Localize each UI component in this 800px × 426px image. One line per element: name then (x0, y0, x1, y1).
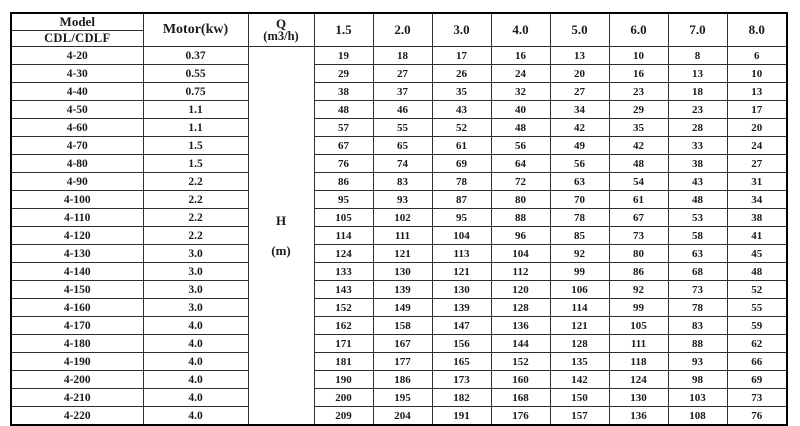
head-value-cell: 78 (668, 299, 727, 317)
head-value-cell: 27 (550, 83, 609, 101)
model-cell: 4-80 (11, 155, 143, 173)
head-value-cell: 130 (432, 281, 491, 299)
table-row (11, 227, 787, 245)
head-value-cell: 23 (668, 101, 727, 119)
head-value-cell: 17 (432, 47, 491, 65)
head-value-cell: 87 (432, 191, 491, 209)
motor-kw-cell: 3.0 (143, 281, 248, 299)
table-row (11, 65, 787, 83)
head-value-cell: 27 (727, 155, 787, 173)
head-value-cell: 38 (668, 155, 727, 173)
head-unit: (m) (271, 242, 291, 258)
motor-kw-cell: 1.1 (143, 119, 248, 137)
motor-kw-cell: 4.0 (143, 407, 248, 426)
head-value-cell: 86 (314, 173, 373, 191)
head-value-cell: 68 (668, 263, 727, 281)
head-value-cell: 63 (550, 173, 609, 191)
head-value-cell: 98 (668, 371, 727, 389)
head-value-cell: 49 (550, 137, 609, 155)
head-value-cell: 13 (668, 65, 727, 83)
head-value-cell: 130 (373, 263, 432, 281)
table-row (11, 101, 787, 119)
head-value-cell: 150 (550, 389, 609, 407)
head-value-cell: 124 (609, 371, 668, 389)
model-series-header: CDL/CDLF (11, 31, 143, 47)
model-cell: 4-110 (11, 209, 143, 227)
table-row (11, 335, 787, 353)
head-value-cell: 103 (668, 389, 727, 407)
head-value-cell: 186 (373, 371, 432, 389)
flow-unit: (m3/h) (263, 29, 299, 44)
head-value-cell: 114 (550, 299, 609, 317)
table-row (11, 371, 787, 389)
head-value-cell: 111 (373, 227, 432, 245)
model-cell: 4-190 (11, 353, 143, 371)
head-value-cell: 160 (491, 371, 550, 389)
head-value-cell: 32 (491, 83, 550, 101)
head-value-cell: 35 (609, 119, 668, 137)
head-value-cell: 45 (727, 245, 787, 263)
model-cell: 4-100 (11, 191, 143, 209)
head-value-cell: 6 (727, 47, 787, 65)
head-value-cell: 16 (491, 47, 550, 65)
model-cell: 4-220 (11, 407, 143, 426)
model-cell: 4-40 (11, 83, 143, 101)
head-value-cell: 130 (609, 389, 668, 407)
motor-kw-cell: 2.2 (143, 227, 248, 245)
head-value-cell: 53 (668, 209, 727, 227)
head-value-cell: 52 (727, 281, 787, 299)
head-value-cell: 19 (314, 47, 373, 65)
model-cell: 4-210 (11, 389, 143, 407)
head-value-cell: 124 (314, 245, 373, 263)
table-row (11, 137, 787, 155)
head-value-cell: 13 (550, 47, 609, 65)
head-value-cell: 42 (550, 119, 609, 137)
head-value-cell: 56 (491, 137, 550, 155)
head-value-cell: 66 (727, 353, 787, 371)
head-value-cell: 83 (668, 317, 727, 335)
head-value-cell: 102 (373, 209, 432, 227)
head-value-cell: 190 (314, 371, 373, 389)
table-row (11, 245, 787, 263)
flow-value-header: 3.0 (432, 13, 491, 47)
head-value-cell: 20 (727, 119, 787, 137)
head-value-cell: 96 (491, 227, 550, 245)
head-value-cell: 139 (432, 299, 491, 317)
head-value-cell: 24 (491, 65, 550, 83)
head-value-cell: 29 (609, 101, 668, 119)
flow-value-header: 4.0 (491, 13, 550, 47)
head-value-cell: 28 (668, 119, 727, 137)
head-value-cell: 70 (550, 191, 609, 209)
head-value-cell: 143 (314, 281, 373, 299)
head-value-cell: 104 (432, 227, 491, 245)
head-value-cell: 26 (432, 65, 491, 83)
table-body (11, 47, 787, 426)
head-value-cell: 56 (550, 155, 609, 173)
head-value-cell: 99 (609, 299, 668, 317)
head-value-cell: 23 (609, 83, 668, 101)
motor-kw-cell: 3.0 (143, 299, 248, 317)
head-value-cell: 95 (432, 209, 491, 227)
head-value-cell: 67 (314, 137, 373, 155)
flow-value-header: 6.0 (609, 13, 668, 47)
head-value-cell: 181 (314, 353, 373, 371)
head-value-cell: 76 (727, 407, 787, 426)
head-value-cell: 209 (314, 407, 373, 426)
motor-kw-cell: 4.0 (143, 353, 248, 371)
head-value-cell: 73 (668, 281, 727, 299)
head-value-cell: 80 (609, 245, 668, 263)
head-value-cell: 78 (432, 173, 491, 191)
head-value-cell: 191 (432, 407, 491, 426)
model-cell: 4-150 (11, 281, 143, 299)
motor-kw-cell: 3.0 (143, 263, 248, 281)
head-value-cell: 18 (668, 83, 727, 101)
flow-column-header (248, 13, 314, 47)
model-cell: 4-130 (11, 245, 143, 263)
model-cell: 4-90 (11, 173, 143, 191)
head-value-cell: 85 (550, 227, 609, 245)
model-cell: 4-180 (11, 335, 143, 353)
head-value-cell: 121 (373, 245, 432, 263)
head-value-cell: 152 (314, 299, 373, 317)
head-value-cell: 55 (727, 299, 787, 317)
head-value-cell: 55 (373, 119, 432, 137)
head-value-cell: 78 (550, 209, 609, 227)
head-value-cell: 105 (609, 317, 668, 335)
motor-kw-cell: 1.5 (143, 137, 248, 155)
head-value-cell: 152 (491, 353, 550, 371)
head-value-cell: 135 (550, 353, 609, 371)
head-value-cell: 35 (432, 83, 491, 101)
head-value-cell: 48 (314, 101, 373, 119)
motor-kw-cell: 1.5 (143, 155, 248, 173)
flow-value-header: 7.0 (668, 13, 727, 47)
head-value-cell: 108 (668, 407, 727, 426)
head-value-cell: 54 (609, 173, 668, 191)
head-value-cell: 61 (432, 137, 491, 155)
pump-spec-table (10, 12, 788, 426)
head-value-cell: 41 (727, 227, 787, 245)
head-value-cell: 48 (491, 119, 550, 137)
table-row (11, 389, 787, 407)
table-row (11, 209, 787, 227)
table-header (11, 13, 787, 47)
head-value-cell: 38 (727, 209, 787, 227)
head-value-cell: 88 (491, 209, 550, 227)
head-value-cell: 195 (373, 389, 432, 407)
head-value-cell: 57 (314, 119, 373, 137)
table-row (11, 119, 787, 137)
head-value-cell: 43 (432, 101, 491, 119)
motor-kw-cell: 1.1 (143, 101, 248, 119)
head-column-cell (248, 47, 314, 426)
head-value-cell: 176 (491, 407, 550, 426)
head-value-cell: 182 (432, 389, 491, 407)
head-value-cell: 204 (373, 407, 432, 426)
head-value-cell: 128 (491, 299, 550, 317)
head-value-cell: 18 (373, 47, 432, 65)
head-value-cell: 149 (373, 299, 432, 317)
head-value-cell: 65 (373, 137, 432, 155)
model-cell: 4-30 (11, 65, 143, 83)
head-value-cell: 34 (550, 101, 609, 119)
head-value-cell: 112 (491, 263, 550, 281)
head-value-cell: 142 (550, 371, 609, 389)
head-value-cell: 13 (727, 83, 787, 101)
table-row (11, 407, 787, 426)
table-row (11, 281, 787, 299)
flow-value-header: 2.0 (373, 13, 432, 47)
head-value-cell: 37 (373, 83, 432, 101)
head-value-cell: 69 (432, 155, 491, 173)
head-value-cell: 29 (314, 65, 373, 83)
head-value-cell: 162 (314, 317, 373, 335)
head-value-cell: 17 (727, 101, 787, 119)
head-value-cell: 147 (432, 317, 491, 335)
head-value-cell: 24 (727, 137, 787, 155)
flow-value-header: 1.5 (314, 13, 373, 47)
flow-value-header: 5.0 (550, 13, 609, 47)
head-value-cell: 92 (550, 245, 609, 263)
head-value-cell: 88 (668, 335, 727, 353)
head-value-cell: 69 (727, 371, 787, 389)
motor-kw-cell: 2.2 (143, 209, 248, 227)
head-value-cell: 83 (373, 173, 432, 191)
head-value-cell: 99 (550, 263, 609, 281)
head-value-cell: 43 (668, 173, 727, 191)
head-value-cell: 133 (314, 263, 373, 281)
head-value-cell: 106 (550, 281, 609, 299)
model-cell: 4-70 (11, 137, 143, 155)
head-value-cell: 128 (550, 335, 609, 353)
head-value-cell: 92 (609, 281, 668, 299)
head-value-cell: 104 (491, 245, 550, 263)
motor-kw-cell: 4.0 (143, 371, 248, 389)
head-value-cell: 10 (609, 47, 668, 65)
head-value-cell: 59 (727, 317, 787, 335)
head-value-cell: 114 (314, 227, 373, 245)
head-value-cell: 34 (727, 191, 787, 209)
head-value-cell: 48 (727, 263, 787, 281)
head-value-cell: 76 (314, 155, 373, 173)
model-cell: 4-170 (11, 317, 143, 335)
motor-kw-cell: 4.0 (143, 389, 248, 407)
model-column-header: Model (11, 13, 143, 31)
head-value-cell: 73 (727, 389, 787, 407)
motor-kw-cell: 3.0 (143, 245, 248, 263)
head-value-cell: 111 (609, 335, 668, 353)
head-value-cell: 40 (491, 101, 550, 119)
motor-kw-cell: 2.2 (143, 173, 248, 191)
head-value-cell: 167 (373, 335, 432, 353)
head-value-cell: 48 (609, 155, 668, 173)
motor-kw-cell: 4.0 (143, 335, 248, 353)
table-row (11, 173, 787, 191)
head-value-cell: 171 (314, 335, 373, 353)
table-row (11, 191, 787, 209)
head-value-cell: 20 (550, 65, 609, 83)
head-value-cell: 177 (373, 353, 432, 371)
head-value-cell: 157 (550, 407, 609, 426)
model-cell: 4-20 (11, 47, 143, 65)
head-value-cell: 200 (314, 389, 373, 407)
flow-value-header: 8.0 (727, 13, 787, 47)
head-value-cell: 121 (550, 317, 609, 335)
head-value-cell: 61 (609, 191, 668, 209)
model-cell: 4-140 (11, 263, 143, 281)
head-value-cell: 48 (668, 191, 727, 209)
head-value-cell: 67 (609, 209, 668, 227)
head-value-cell: 93 (668, 353, 727, 371)
motor-kw-cell: 0.75 (143, 83, 248, 101)
table-row (11, 155, 787, 173)
head-value-cell: 16 (609, 65, 668, 83)
head-value-cell: 105 (314, 209, 373, 227)
head-value-cell: 73 (609, 227, 668, 245)
motor-kw-cell: 0.37 (143, 47, 248, 65)
head-value-cell: 33 (668, 137, 727, 155)
head-value-cell: 136 (491, 317, 550, 335)
table-row (11, 47, 787, 65)
head-value-cell: 158 (373, 317, 432, 335)
head-value-cell: 113 (432, 245, 491, 263)
flow-symbol: Q (275, 15, 287, 31)
head-value-cell: 93 (373, 191, 432, 209)
table-row (11, 317, 787, 335)
head-value-cell: 144 (491, 335, 550, 353)
model-cell: 4-200 (11, 371, 143, 389)
model-cell: 4-60 (11, 119, 143, 137)
head-symbol: H (275, 212, 287, 228)
head-value-cell: 10 (727, 65, 787, 83)
head-value-cell: 136 (609, 407, 668, 426)
motor-column-header: Motor(kw) (143, 13, 248, 47)
head-value-cell: 38 (314, 83, 373, 101)
model-cell: 4-50 (11, 101, 143, 119)
table-row (11, 263, 787, 281)
model-cell: 4-160 (11, 299, 143, 317)
head-value-cell: 31 (727, 173, 787, 191)
head-value-cell: 156 (432, 335, 491, 353)
motor-kw-cell: 4.0 (143, 317, 248, 335)
head-value-cell: 80 (491, 191, 550, 209)
head-value-cell: 118 (609, 353, 668, 371)
head-value-cell: 120 (491, 281, 550, 299)
head-value-cell: 27 (373, 65, 432, 83)
head-value-cell: 52 (432, 119, 491, 137)
motor-kw-cell: 0.55 (143, 65, 248, 83)
table-row (11, 353, 787, 371)
head-value-cell: 72 (491, 173, 550, 191)
head-value-cell: 64 (491, 155, 550, 173)
head-value-cell: 121 (432, 263, 491, 281)
head-value-cell: 168 (491, 389, 550, 407)
motor-kw-cell: 2.2 (143, 191, 248, 209)
head-value-cell: 42 (609, 137, 668, 155)
head-value-cell: 8 (668, 47, 727, 65)
table-row (11, 299, 787, 317)
head-value-cell: 86 (609, 263, 668, 281)
head-value-cell: 95 (314, 191, 373, 209)
head-value-cell: 58 (668, 227, 727, 245)
head-value-cell: 173 (432, 371, 491, 389)
head-value-cell: 139 (373, 281, 432, 299)
head-value-cell: 165 (432, 353, 491, 371)
model-cell: 4-120 (11, 227, 143, 245)
head-value-cell: 46 (373, 101, 432, 119)
head-value-cell: 62 (727, 335, 787, 353)
head-value-cell: 74 (373, 155, 432, 173)
table-row (11, 83, 787, 101)
head-value-cell: 63 (668, 245, 727, 263)
